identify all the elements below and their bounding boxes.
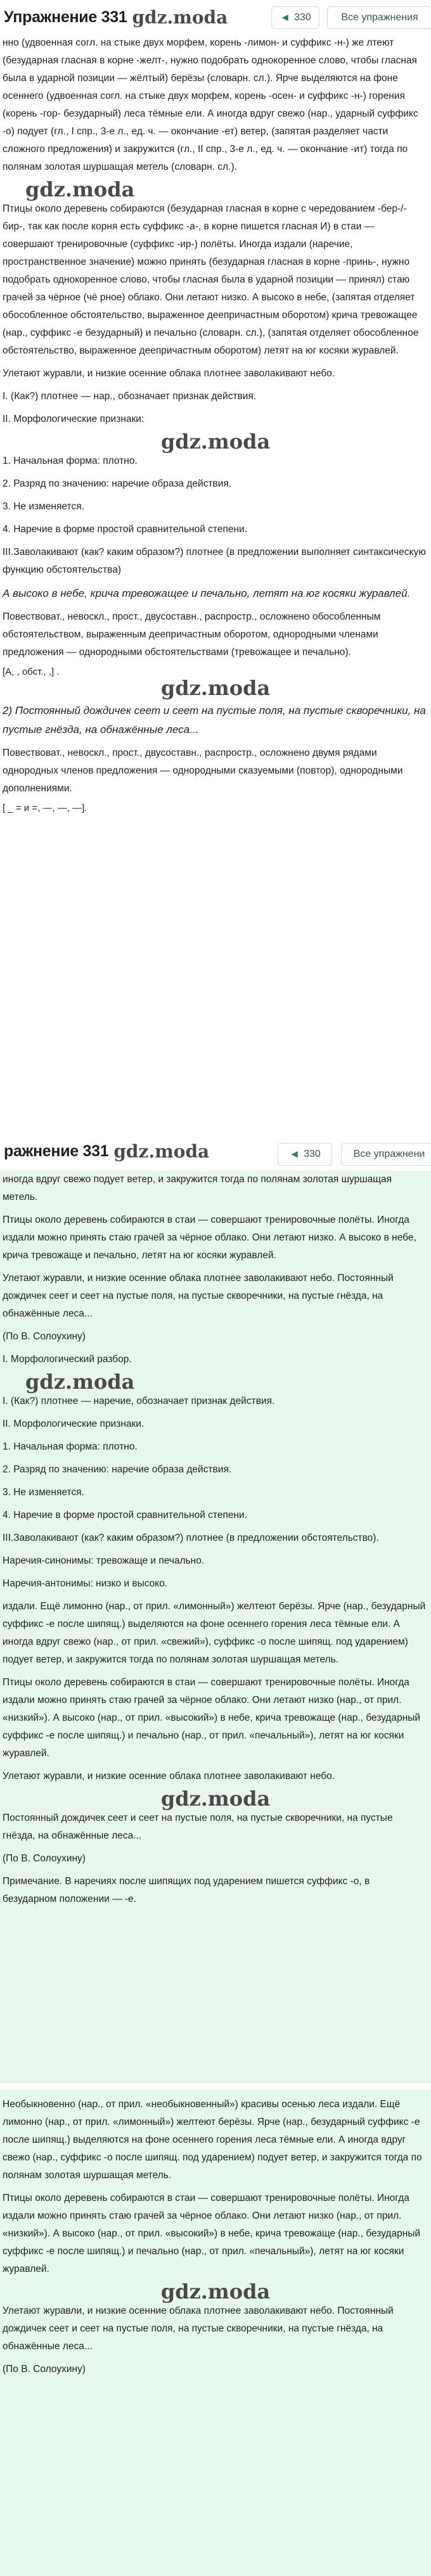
all-exercises-label: Все упражнени [353, 1149, 425, 1159]
paragraph: I. Морфологический разбор. [3, 1354, 132, 1365]
paragraph: Улетают журавли, и низкие осенние облака плотнее заволакивают небо. [3, 1771, 335, 1782]
watermark: gdz.moda [160, 430, 271, 454]
paragraph: 4. Наречие в форме простой сравнительной степени. [3, 1510, 248, 1521]
paragraph: I. (Как?) плотнее — нар., обозначает признак действия. [3, 391, 257, 402]
content-block-3 [0, 2089, 431, 2576]
paragraph: Птицы около деревень собираются в стаи — совершают тренировочные полёты. Иногда издали можно принять стаю грачей за чёрное облако. Они летают низко (нар., от прил. «низкий»). А высоко (нар., от прил. «высокий») в небе, крича тревожаще (нар., безударный суффикс -е после шипящ.) и печально (нар., от прил. «печальный»), летят на юг косяки журавлей. [3, 1677, 421, 1759]
page-title: Упражнение 331 [4, 8, 127, 26]
watermark: gdz.moda [160, 1787, 271, 1811]
paragraph: Необыкновенно (нар., от прил. «необыкновенный») красивы осенью леса издали. Ещё лимонно (нар., от прил. «лимонный») желтеют берёзы. Ярче (нар., безударный суффикс -е после шипящ.) выделяются на фоне осеннего горения леса тёмные ели. А иногда вдруг свежо (нар., суффикс -о после шипящ. под ударением) подует ветер, и закружится тогда по полянам золотая шуршащая метель. [3, 2099, 422, 2181]
paragraph: Примечание. В наречиях после шипящих под ударением пишется суффикс -о, в безударном положении — -е. [3, 1876, 370, 1904]
paragraph: II. Морфологические признаки. [3, 1419, 145, 1429]
content-block-1 [0, 34, 431, 816]
paragraph: Наречия-антонимы: низко и высоко. [3, 1578, 168, 1589]
watermark: gdz.moda [25, 1370, 135, 1394]
paragraph: Птицы около деревень собираются (безударная гласная в корне с чередованием -бер-/-бир-, так как после корня есть суффикс -а-, в корне пишется гласная И) в стаи — совершают тренировочные (суффикс -ир-) полёты. Иногда издали (наречие, пространственное значение) можно принять (безударная гласная в корне -принь-, нужно подобрать однокоренное слово, чтобы гласная была в ударной позиции — принял) стаю грачей за чёрное (чё рное) облако. Они летают низко. А высоко в небе, (запятая отделяет обособленное обстоятельство, выраженное деепричастным оборотом) крича тревожащее (нар., суффикс -е безударный) и печально (словарн. сл.), (запятая отделяет обособленное обстоятельство, выраженное деепричастным оборотом) летят на юг косяки журавлей. [3, 203, 419, 356]
header-second [0, 1134, 431, 1168]
paragraph: 4. Наречие в форме простой сравнительной степени. [3, 524, 248, 535]
paragraph: II. Морфологические признаки: [3, 414, 145, 424]
paragraph: I. (Как?) плотнее — наречие, обозначает признак действия. [3, 1396, 275, 1406]
watermark: gdz.moda [160, 2280, 271, 2304]
paragraph: (По В. Солоухину) [3, 1331, 86, 1342]
sentence-scheme: [А, , обст., ,] . [3, 666, 60, 677]
paragraph: 3. Не изменяется. [3, 501, 84, 512]
prev-exercise-button[interactable] [278, 1143, 332, 1166]
watermark: gdz.moda [113, 1140, 210, 1162]
content-block-2 [0, 1171, 431, 2083]
paragraph: Повествоват., невоскл., прост., двусоставн., распростр., осложнено обособленным обстоятельством, выраженным деепричастным оборотом, однородными членами предложения — однородными обстоятельствами (тревожащее и печально). [3, 611, 381, 658]
arrow-left-icon: ◄ [289, 1148, 300, 1160]
header-top [0, 0, 431, 34]
all-exercises-label: Все упражнения [341, 12, 418, 23]
all-exercises-button[interactable] [341, 1143, 431, 1166]
paragraph: (По В. Солоухину) [3, 2364, 86, 2375]
paragraph: Повествоват., невоскл., прост., двусоставн., распростр., осложнено двумя рядами однородных членов предложения — однородными сказуемыми (повтор), однородными дополнениями. [3, 748, 403, 794]
watermark: gdz.moda [132, 6, 228, 28]
paragraph: Улетают журавли, и низкие осенние облака плотнее заволакивают небо. Постоянный дождичек сеет и сеет на пустые поля, на пустые скворечники, на пустые гнёзда, на обнажённые леса... [3, 2305, 394, 2352]
paragraph: иногда вдруг свежо подует ветер, и закружится тогда по полянам золотая шуршащая метель. [3, 1174, 392, 1202]
paragraph: 1. Начальная форма: плотно. [3, 1441, 138, 1452]
paragraph: Улетают журавли, и низкие осенние облака плотнее заволакивают небо. Постоянный дождичек сеет и сеет на пустые поля, на пустые скворечники, на пустые гнёзда, на обнажённые леса... [3, 1273, 394, 1319]
analyzed-sentence: А высоко в небе, крича тревожащее и печально, летят на юг косяки журавлей. [3, 587, 411, 599]
paragraph: 3. Не изменяется. [3, 1487, 84, 1498]
paragraph: издали. Ещё лимонно (нар., от прил. «лимонный») желтеют берёзы. Ярче (нар., безударный суффикс -е после шипящ.) выделяются на фоне осеннего горения леса тёмные ели. А иногда вдруг свежо (нар., от прил. «свежий»), суффикс -о после шипящ. под ударением) подует ветер, и закружится тогда по полянам золотая шуршащая метель. [3, 1601, 426, 1665]
prev-exercise-label: 330 [304, 1149, 321, 1159]
paragraph: Улетают журавли, и низкие осенние облака плотнее заволакивают небо. [3, 368, 335, 379]
watermark: gdz.moda [25, 177, 135, 201]
paragraph: III.Заволакивают (как? каким образом?) плотнее (в предложении выполняет синтаксическую функцию обстоятельства) [3, 547, 426, 575]
prev-exercise-label: 330 [294, 12, 311, 23]
sentence-scheme: [ _ = и =, —, —, —]. [3, 803, 87, 813]
analyzed-sentence: 2) Постоянный дождичек сеет и сеет на пустые поля, на пустые скворечники, на пустые гнёзда, на обнажённые леса... [3, 705, 426, 736]
page-title: ражнение 331 [4, 1142, 109, 1160]
arrow-left-icon: ◄ [280, 11, 291, 23]
watermark: gdz.moda [160, 676, 271, 700]
paragraph: нно (удвоенная согл. на стыке двух морфем, корень -лимон- и суффикс -н-) же лтеют (безударная гласная в корне -желт-, нужно подобрать однокоренное слово, чтобы гласная была в ударной позиции — жёлтый) берёзы (словарн. сл.). Ярче выделяются на фоне осеннего (удвоенная согл. на стыке двух морфем, корень -осен- и суффикс -н-) горения (корень -гор- безударный) леса тёмные ели. А иногда вдруг свежо (нар., ударный суффикс -о) подует (гл., I спр., 3-е л., ед. ч. — окончание -ет) ветер, (запятая разделяет части сложного предложения) и закружится (гл., II спр., 3-е л., ед. ч. — окончание -ит) тогда по полянам золотая шуршащая метель (словарн. сл.). [3, 37, 418, 172]
paragraph: Наречия-синонимы: тревожаще и печально. [3, 1555, 205, 1566]
paragraph: Постоянный дождичек сеет и сеет на пустые поля, на пустые скворечники, на пустые гнёзда, на обнажённые леса... [3, 1813, 393, 1841]
paragraph: III.Заволакивают (как? каким образом?) плотнее (в предложении обстоятельство). [3, 1533, 379, 1543]
paragraph: 2. Разряд по значению: наречие образа действия. [3, 478, 232, 489]
paragraph: (По В. Солоухину) [3, 1853, 86, 1864]
paragraph: 1. Начальная форма: плотно. [3, 456, 138, 466]
paragraph: Птицы около деревень собираются в стаи — совершают тренировочные полёты. Иногда издали можно принять стаю грачей за чёрное облако. Они летают низко (нар., от прил. «низкий»). А высоко (нар., от прил. «высокий») в небе, крича тревожаще (нар., безударный суффикс -е после шипящ.) и печально (нар., от прил. «печальный»), летят на юг косяки журавлей. [3, 2193, 421, 2274]
paragraph: Птицы около деревень собираются в стаи — совершают тренировочные полёты. Иногда издали можно принять стаю грачей за чёрное облако. Они летают низко. А высоко в небе, крича тревожаще и печально, летят на юг косяки журавлей. [3, 1215, 416, 1261]
all-exercises-button[interactable] [327, 6, 431, 29]
paragraph: 2. Разряд по значению: наречие образа действия. [3, 1464, 232, 1475]
prev-exercise-button[interactable] [271, 6, 319, 29]
